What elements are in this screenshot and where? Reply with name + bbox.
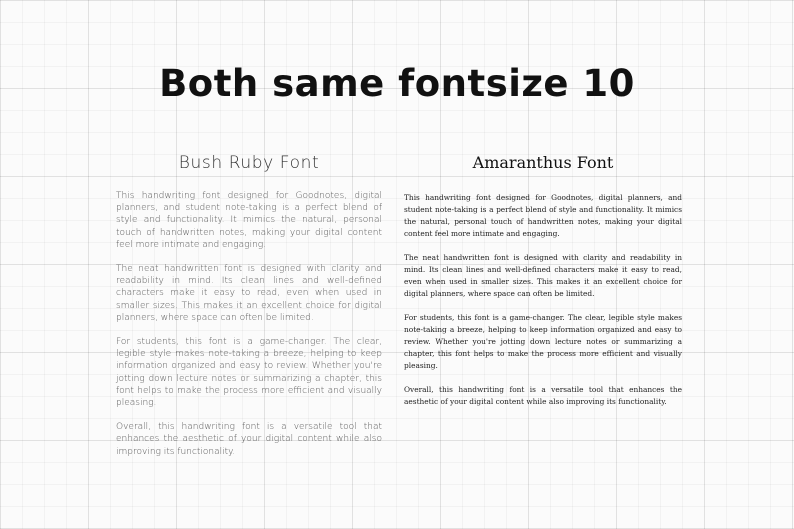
bush-ruby-title: Bush Ruby Font [178, 153, 320, 173]
bush-ruby-column [116, 153, 382, 470]
bush-ruby-paragraph: Overall, this handwriting font is a versatile tool that enhances the aesthetic of your digital content while also improving its functionality. [116, 422, 382, 457]
bush-ruby-paragraph: For students, this font is a game-changer. The clear, legible style makes note-taking a breeze, helping to keep information organized and easy to review. Whether you're jotting down lecture notes or summarizing a chapter, this font helps to make the process more efficient and visually pleasing. [116, 337, 382, 409]
amaranthus-title: Amaranthus Font [472, 153, 614, 172]
amaranthus-paragraph: The neat handwritten font is designed with clarity and readability in mind. Its clean lines and well-defined characters make it easy to read, even when used in smaller sizes. This makes it an excellent choice for digital planners, where space can often be limited. [404, 253, 682, 298]
amaranthus-paragraph: This handwriting font designed for Goodnotes, digital planners, and student note-taking is a perfect blend of style and functionality. It mimics the natural, personal touch of handwritten notes, making your digital content feel more intimate and engaging. [404, 193, 682, 238]
amaranthus-paragraph: For students, this font is a game-changer. The clear, legible style makes note-taking a breeze, helping to keep information organized and easy to review. Whether you're jotting down lecture notes or summarizing a chapter, this font helps to make the process more efficient and visually pleasing. [404, 313, 682, 370]
bush-ruby-paragraph: The neat handwritten font is designed with clarity and readability in mind. Its clean lines and well-defined characters make it easy to read, even when used in smaller sizes. This makes it an excellent choice for digital planners, where space can often be limited. [116, 264, 382, 323]
page-headline: Both same fontsize 10 [159, 62, 635, 105]
amaranthus-paragraph: Overall, this handwriting font is a versatile tool that enhances the aesthetic of your digital content while also improving its functionality. [404, 385, 682, 406]
amaranthus-column [404, 153, 682, 420]
bush-ruby-paragraph: This handwriting font designed for Goodnotes, digital planners, and student note-taking is a perfect blend of style and functionality. It mimics the natural, personal touch of handwritten notes, making your digital content feel more intimate and engaging. [116, 191, 382, 250]
